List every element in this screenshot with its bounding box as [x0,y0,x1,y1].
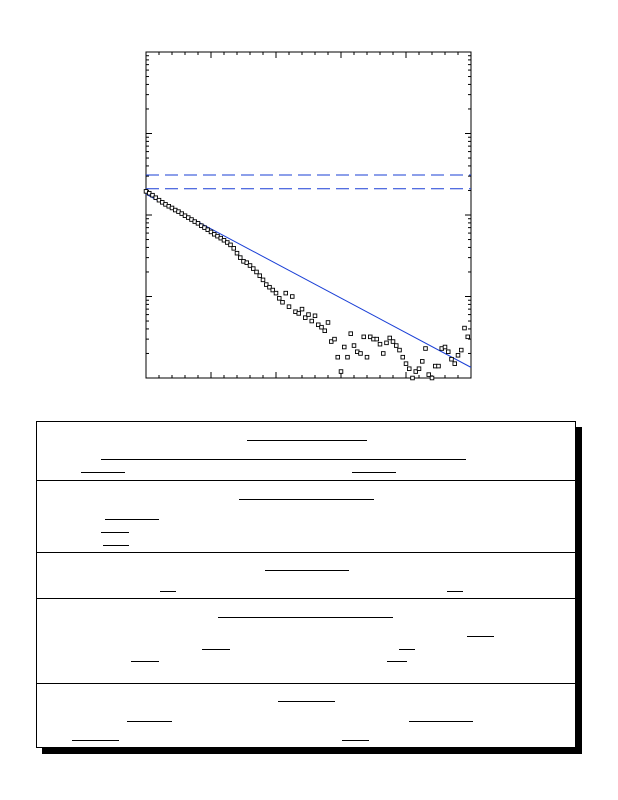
data-point [349,332,353,336]
data-point [407,367,411,371]
data-point [375,337,379,341]
data-point [339,370,343,374]
data-point [420,360,424,364]
data-point [352,344,356,348]
data-point [320,325,324,329]
underline [103,545,129,546]
panel-section-4 [37,599,575,684]
data-point [232,247,236,251]
data-point [277,297,281,301]
data-point [362,335,366,339]
underline [160,591,176,592]
plot-frame [146,52,471,378]
reference-lines [146,175,471,189]
data-points [144,190,469,380]
underline [72,740,119,741]
data-point [310,319,314,323]
underline [127,721,172,722]
underline [278,701,335,702]
data-point [342,345,346,349]
underline [101,459,466,460]
data-point [398,348,402,352]
underline [399,649,415,650]
underline [265,570,349,571]
underline [342,740,369,741]
underline [101,532,129,533]
data-point [323,329,327,333]
panel-box [36,421,576,748]
data-point [430,376,434,380]
data-point [385,341,389,345]
data-point [443,345,447,349]
data-point [300,307,304,311]
underline [409,721,473,722]
underline [352,472,396,473]
underline [81,472,125,473]
data-point [456,353,460,357]
data-point [287,305,291,309]
info-panel [36,421,576,748]
data-point [463,326,467,330]
data-point [336,355,340,359]
underline [202,649,230,650]
data-point [235,251,239,255]
data-point [394,344,398,348]
panel-section-2 [37,481,575,553]
data-point [404,362,408,366]
data-point [255,270,259,274]
underline [239,499,374,500]
data-point [453,362,457,366]
data-point [290,295,294,299]
data-point [388,336,392,340]
underline [447,591,463,592]
data-point [381,352,385,356]
data-point [281,300,285,304]
underline [467,636,494,637]
data-point [411,376,415,380]
underline [247,440,367,441]
data-point [346,355,350,359]
data-point [446,350,450,354]
data-point [359,352,363,356]
data-point [459,348,463,352]
data-point [365,355,369,359]
data-point [437,364,441,368]
underline [387,661,407,662]
underline [131,661,159,662]
data-point [261,278,265,282]
axis-ticks [146,52,471,378]
data-point [450,357,454,361]
panel-section-1 [37,422,575,481]
data-point [284,291,288,295]
panel-section-5 [37,684,575,747]
data-point [238,256,242,260]
data-point [313,314,317,318]
data-point [307,313,311,317]
data-point [333,337,337,341]
data-point [274,291,278,295]
data-point [466,335,470,339]
underline [218,617,393,618]
underline [105,519,159,520]
data-point [378,342,382,346]
data-point [297,312,301,316]
data-point [258,274,262,278]
data-point [391,340,395,344]
data-point [326,321,330,325]
data-point [424,347,428,351]
panel-section-3 [37,553,575,599]
data-point [401,355,405,359]
data-point [417,367,421,371]
